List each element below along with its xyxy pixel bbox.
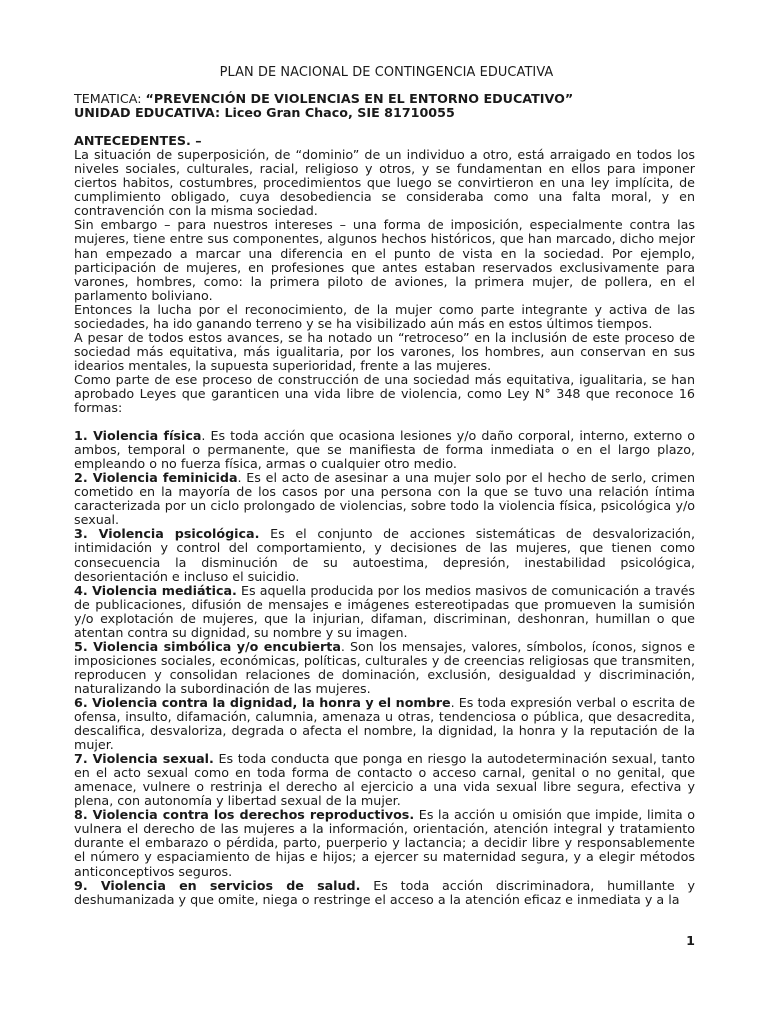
violencia-item [74,879,695,907]
violencia-text: Es el conjunto de acciones sistemáticas de desvalorización, intimidación y control del comportamiento, y decisiones de las mujeres, que tienen como consecuencia la disminución de su autoestima, depresión, inestabilidad psicológica, desorientación e incluso el suicidio. [74,526,695,584]
violencia-item [74,752,695,808]
violencia-title: 1. Violencia física [74,428,202,444]
violencia-title: 4. Violencia mediática. [74,582,237,598]
violencia-title: 5. Violencia simbólica y/o encubierta [74,638,341,654]
violencia-text: . Son los mensajes, valores, símbolos, íconos, signos e imposiciones sociales, económicas, políticas, culturales y de creencias religiosas que transmiten, reproducen y consolidan relaciones de dominación, exclusión, desigualdad y discriminación, naturalizando la subordinación de las mujeres. [74,638,695,696]
violencia-text: Es la acción u omisión que impide, limita o vulnera el derecho de las mujeres a la información, orientación, atención integral y tratamiento durante el embarazo o pérdida, parto, puerperio y lactancia; a decidir libre y responsablemente el número y espaciamiento de hijas e hijos; a ejercer su maternidad segura, y a elegir métodos anticonceptivos seguros. [74,807,696,879]
paragraph: La situación de superposición, de “dominio” de un individuo a otro, está arraigado en todos los niveles sociales, culturales, racial, religioso y otros, y se fundamentan en ellos para imponer ciertos habitos, costumbres, procedimientos que luego se convirtieron en una ley implícita, de cumplimiento obligado, cuya desobediencia se consideraba como una falta moral, y en contravención con la misma sociedad. [74,147,695,219]
tematica-line [74,92,695,106]
paragraph: Como parte de ese proceso de construcción de una sociedad más equitativa, igualitaria, se han aprobado Leyes que garanticen una vida libre de violencia, como Ley N° 348 que reconoce 16 formas: [74,371,695,416]
violencia-text: Es aquella producida por los medios masivos de comunicación a través de publicaciones, difusión de mensajes e imágenes estereotipadas que promueven la sumisión y/o explotación de mujeres, que la injurian, difaman, discriminan, deshonran, humillan o que atentan contra su dignidad, su nombre y su imagen. [74,582,695,640]
violencia-title: 9. Violencia en servicios de salud. [74,877,361,893]
violencia-text: . Es toda expresión verbal o escrita de ofensa, insulto, difamación, calumnia, amenaza u otras, tendenciosa o pública, que desacredita, descalifica, desvaloriza, degrada o afecta el nombre, la dignidad, la honra y la reputación de la mujer. [74,694,696,753]
violencia-title: 3. Violencia psicológica. [74,526,260,542]
unidad-value: Liceo Gran Chaco, SIE 81710055 [224,105,455,121]
tematica-label: TEMATICA: [74,91,146,107]
violencia-text: . Es toda acción que ocasiona lesiones y/o daño corporal, interno, externo o ambos, temporal o permanente, que se manifiesta de forma inmediata o en el largo plazo, empleando o no fuerza física, armas o cualquier otro medio. [74,428,696,472]
unidad-label: UNIDAD EDUCATIVA: [74,105,225,121]
antecedentes-heading: ANTECEDENTES. – [74,133,202,149]
violencia-item [74,471,695,527]
violencia-title: 6. Violencia contra la dignidad, la honra y el nombre [74,694,451,710]
page-number: 1 [686,933,695,948]
violencia-item [74,429,695,471]
violencia-item [74,808,695,878]
paragraph: Entonces la lucha por el reconocimiento, de la mujer como parte integrante y activa de las sociedades, ha ido ganando terreno y se ha visibilizado aún más en estos últimos tiempos. [74,301,695,331]
violencia-title: 2. Violencia feminicida [74,470,238,486]
violencia-item [74,527,695,583]
violencia-item [74,584,695,640]
violencia-title: 7. Violencia sexual. [74,751,214,767]
paragraph: Sin embargo – para nuestros intereses – una forma de imposición, especialmente contra las mujeres, tiene entre sus componentes, algunos hechos históricos, que han marcado, dicho mejor han empezado a marcar una diferencia en el punto de vista en la sociedad. Por ejemplo, participación de mujeres, en profesiones que antes estaban reservados exclusivamente para varones, hombres, como: la primera piloto de aviones, la primera mujer, de pollera, en el parlamento boliviano. [74,217,695,303]
spacer [74,120,695,134]
violencia-text: Es toda acción discriminadora, humillante y deshumanizada y que omite, niega o restringe el acceso a la atención eficaz e inmediata y a la [74,877,695,907]
spacer [74,415,695,429]
violencia-title: 8. Violencia contra los derechos reproductivos. [74,807,415,823]
violencia-text: Es toda conducta que ponga en riesgo la autodeterminación sexual, tanto en el acto sexual como en toda forma de contacto o acceso carnal, genital o no genital, que amenace, vulnere o restrinja el derecho al ejercicio a una vida sexual libre segura, efectiva y plena, con autonomía y libertad sexual de la mujer. [74,751,696,809]
paragraph: A pesar de todos estos avances, se ha notado un “retroceso” en la inclusión de este proceso de sociedad más equitativa, más igualitaria, por los varones, los hombres, aun conservan en sus idearios mentales, la supuesta superioridad, frente a las mujeres. [74,329,695,373]
document-title: PLAN DE NACIONAL DE CONTINGENCIA EDUCATIVA [219,65,554,80]
tematica-value: “PREVENCIÓN DE VIOLENCIAS EN EL ENTORNO EDUCATIVO” [145,91,574,107]
unidad-line [74,106,695,120]
violencia-item [74,640,695,696]
violencia-text: . Es el acto de asesinar a una mujer solo por el hecho de serlo, crimen cometido en la mayoría de los casos por una persona con la que se tuvo una relación íntima caracterizada por un ciclo prolongado de violencias, sobre todo la violencia física, psicológica y/o sexual. [74,470,695,528]
violencia-item [74,696,695,752]
